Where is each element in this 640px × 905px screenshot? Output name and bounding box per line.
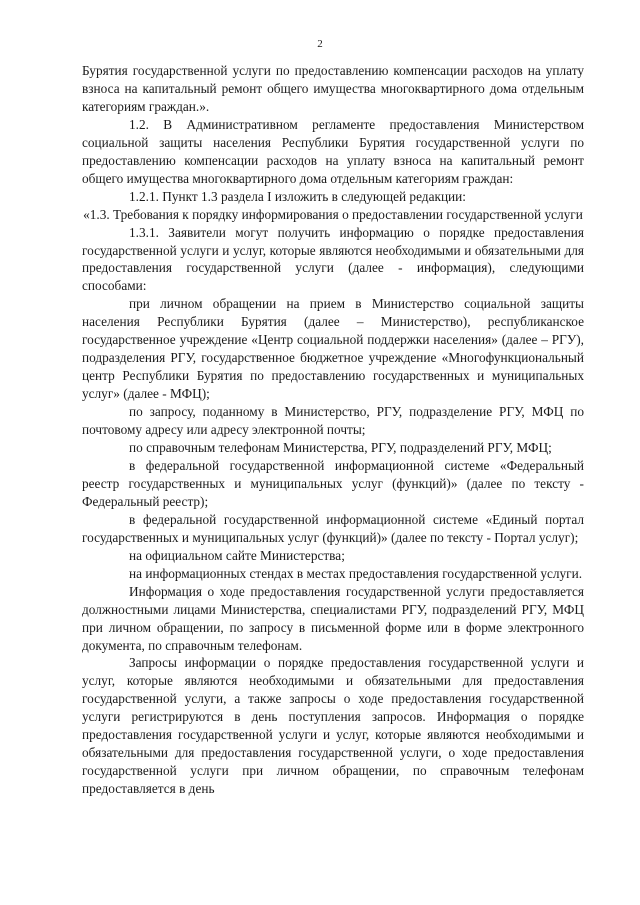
paragraph: в федеральной государственной информационной системе «Федеральный реестр государственных и муниципальных услуг (функций)» (далее по тексту - Федеральный реестр); (82, 457, 584, 509)
section-heading: «1.3. Требования к порядку информирования о предоставлении государственной услуги (83, 206, 583, 222)
paragraph: по справочным телефонам Министерства, РГУ, подразделений РГУ, МФЦ; (129, 440, 552, 456)
paragraph: в федеральной государственной информационной системе «Единый портал государственных и муниципальных услуг (функций)» (далее по тексту - Портал услуг); (82, 511, 584, 545)
page-number: 2 (317, 38, 323, 50)
paragraph: 1.2. В Административном регламенте предоставления Министерством социальной защиты населения Республики Бурятия государственной услуги по предоставлению компенсации расходов на уплату взноса на капитальный ремонт общего имущества многоквартирного дома отдельным категориям граждан: (82, 116, 584, 186)
paragraph: Запросы информации о порядке предоставления государственной услуги и услуг, которые являются необходимыми и обязательными для предоставления государственной услуги, а также запросы о ходе предоставления государственной услуги регистрируются в день поступления запросов. Информация о порядке предоставления государственной услуги и услуг, которые являются необходимыми и обязательными для предоставления государственной услуги, о ходе предоставления государственной услуги при личном обращении, по справочным телефонам предоставляется в день (82, 655, 584, 797)
paragraph: Бурятия государственной услуги по предоставлению компенсации расходов на уплату взноса на капитальный ремонт общего имущества многоквартирного дома отдельным категориям граждан.». (82, 63, 584, 114)
paragraph: 1.3.1. Заявители могут получить информацию о порядке предоставления государственной услуги и услуг, которые являются необходимыми и обязательными для предоставления государственной услуги (далее - информация), следующими способами: (82, 224, 584, 294)
paragraph: Информация о ходе предоставления государственной услуги предоставляется должностными лицами Министерства, специалистами РГУ, подразделений РГУ, МФЦ при личном обращении, по запросу в письменной форме или в форме электронного документа, по справочным телефонам. (82, 583, 584, 653)
document-body (82, 62, 584, 798)
paragraph: 1.2.1. Пункт 1.3 раздела I изложить в следующей редакции: (129, 188, 466, 204)
paragraph: на официальном сайте Министерства; (129, 547, 345, 563)
paragraph: по запросу, поданному в Министерство, РГУ, подразделение РГУ, МФЦ по почтовому адресу или адресу электронной почты; (82, 404, 584, 438)
paragraph: при личном обращении на прием в Министерство социальной защиты населения Республики Бурятия (далее – Министерство), республиканское государственное учреждение «Центр социальной поддержки населения» (далее – РГУ), подразделения РГУ, государственное бюджетное учреждение «Многофункциональный центр Республики Бурятия по предоставлению государственных и муниципальных услуг» (далее - МФЦ); (82, 296, 584, 402)
paragraph: на информационных стендах в местах предоставления государственной услуги. (129, 565, 583, 581)
